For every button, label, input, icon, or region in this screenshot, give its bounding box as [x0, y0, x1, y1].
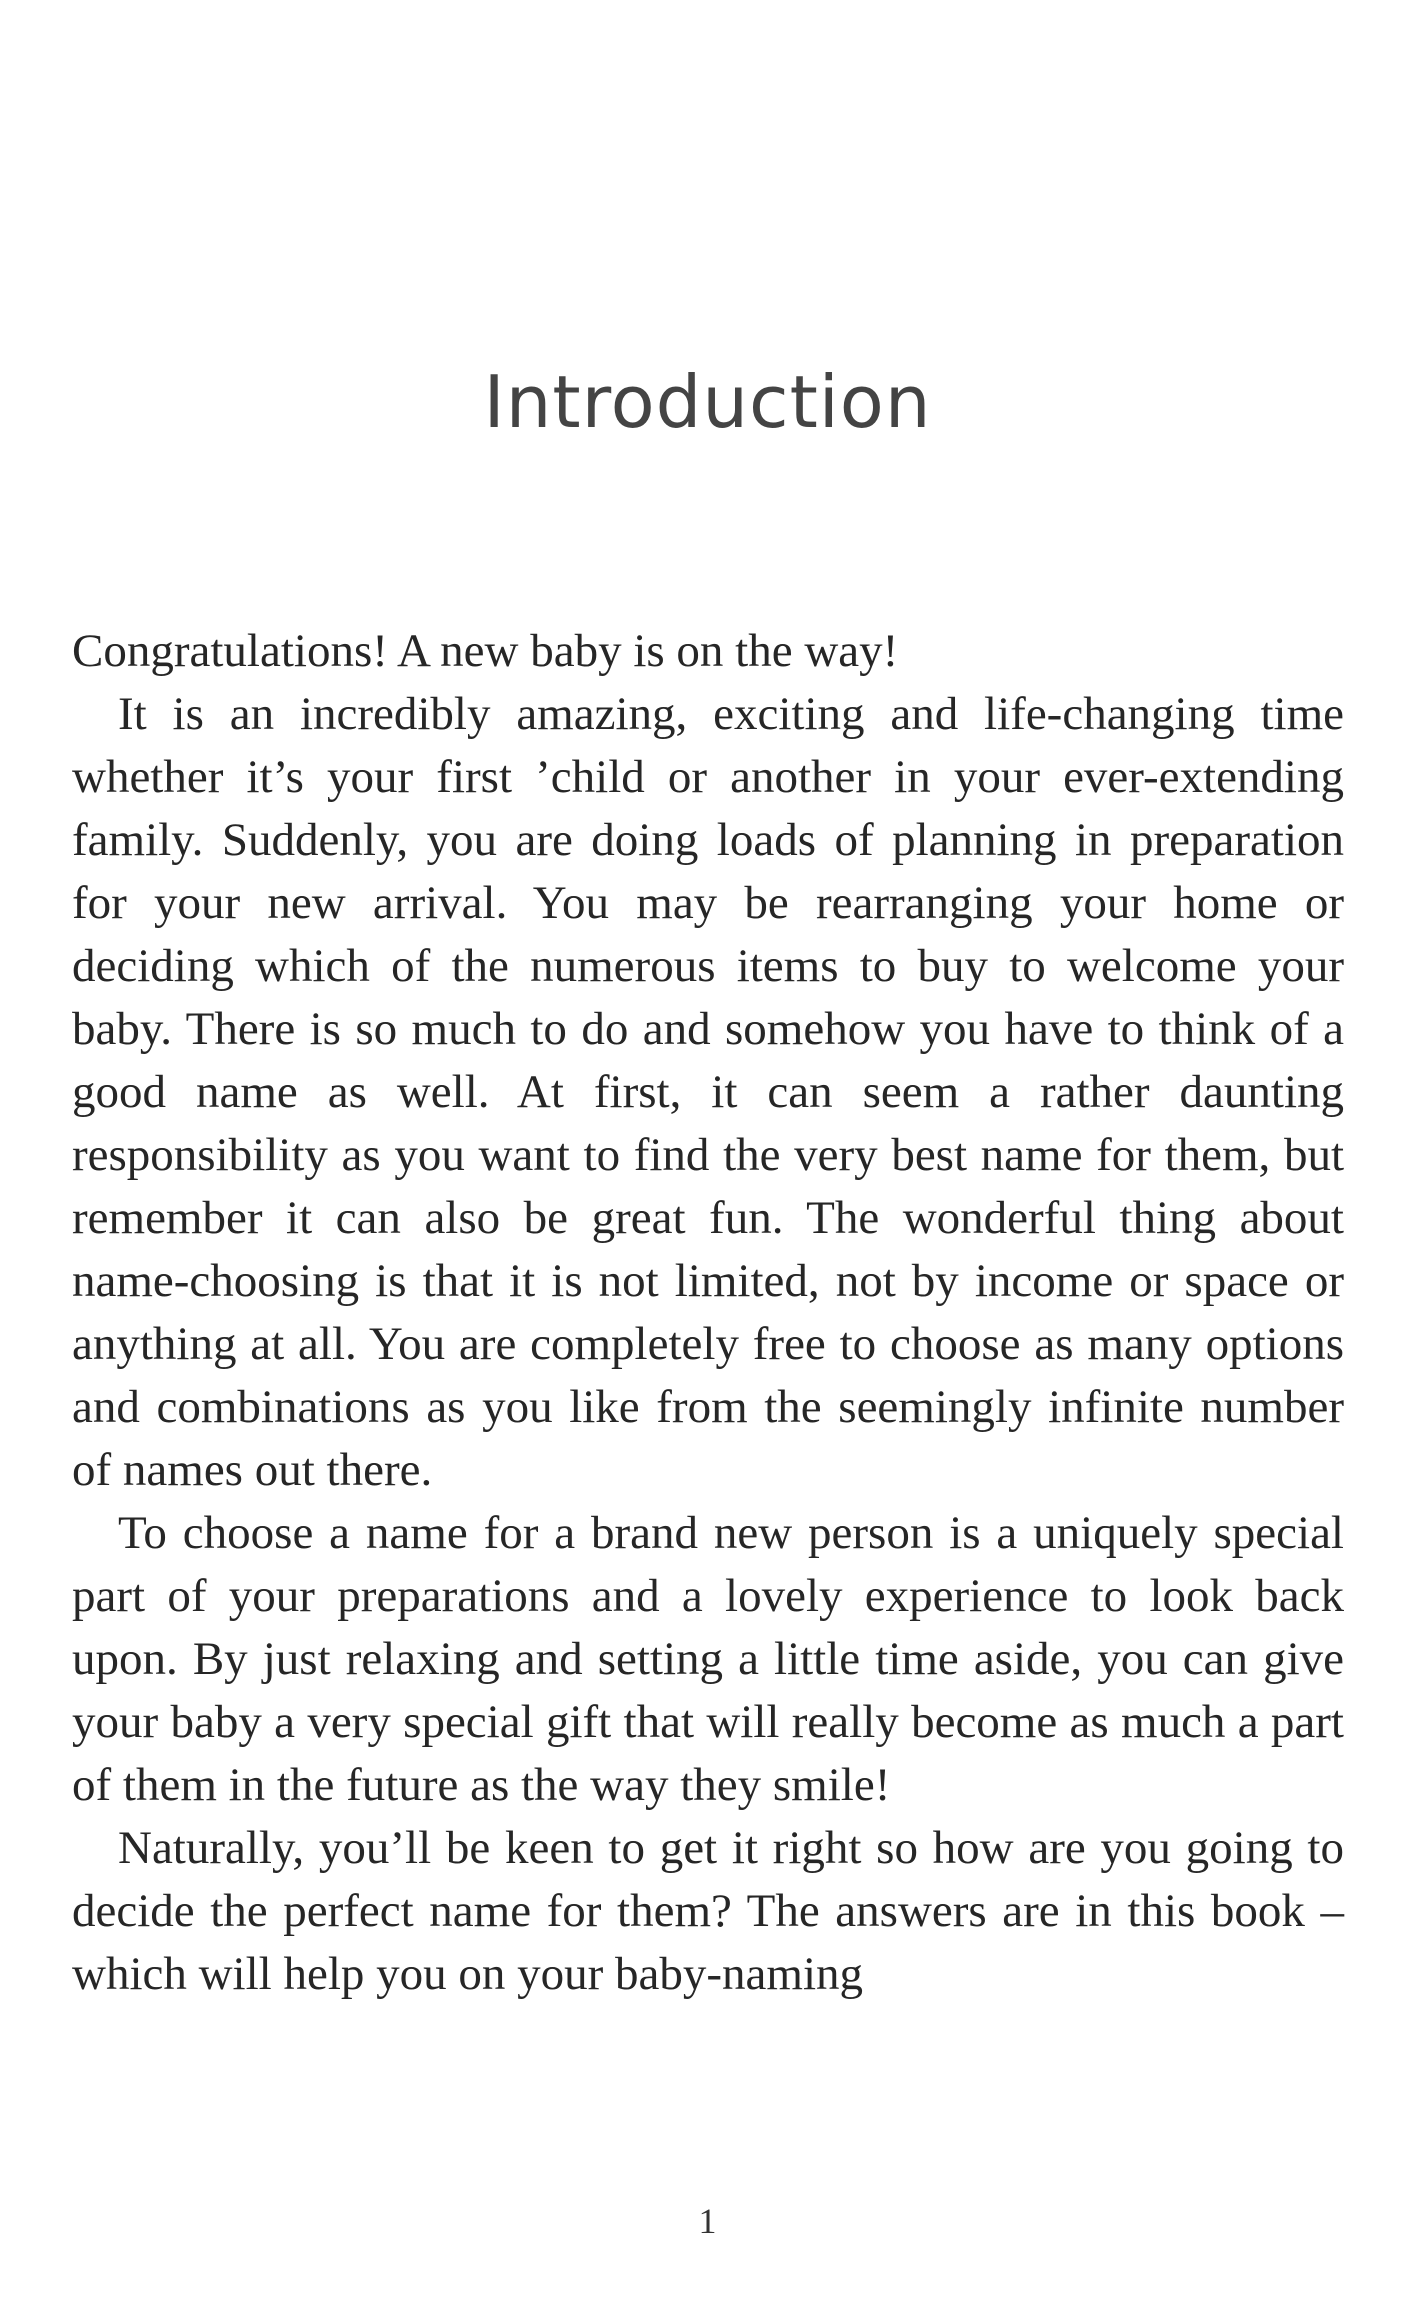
paragraph: Congratulations! A new baby is on the way!: [72, 625, 899, 677]
page-number: 1: [698, 2201, 717, 2241]
body-text: [72, 620, 1344, 2006]
paragraph: To choose a name for a brand new person is a uniquely special part of your preparations and a lovely experience to look back upon. By just relaxing and setting a little time aside, you can give your baby a very special gift that will really become as much a part of them in the future as the way they smile!: [72, 1507, 1344, 1811]
chapter-title: Introduction: [483, 360, 932, 444]
paragraph: Naturally, you’ll be keen to get it right so how are you going to decide the perfect name for them? The answers are in this book – which will help you on your baby-naming: [72, 1822, 1344, 2000]
paragraph: It is an incredibly amazing, exciting and life-changing time whether it’s your first ’child or another in your ever-extending family. Suddenly, you are doing loads of planning in preparation for your new arrival. You may be rearranging your home or deciding which of the numerous items to buy to welcome your baby. There is so much to do and somehow you have to think of a good name as well. At first, it can seem a rather daunting responsibility as you want to find the very best name for them, but remember it can also be great fun. The wonderful thing about name-choosing is that it is not limited, not by income or space or anything at all. You are completely free to choose as many options and combinations as you like from the seemingly infinite number of names out there.: [72, 688, 1344, 1496]
